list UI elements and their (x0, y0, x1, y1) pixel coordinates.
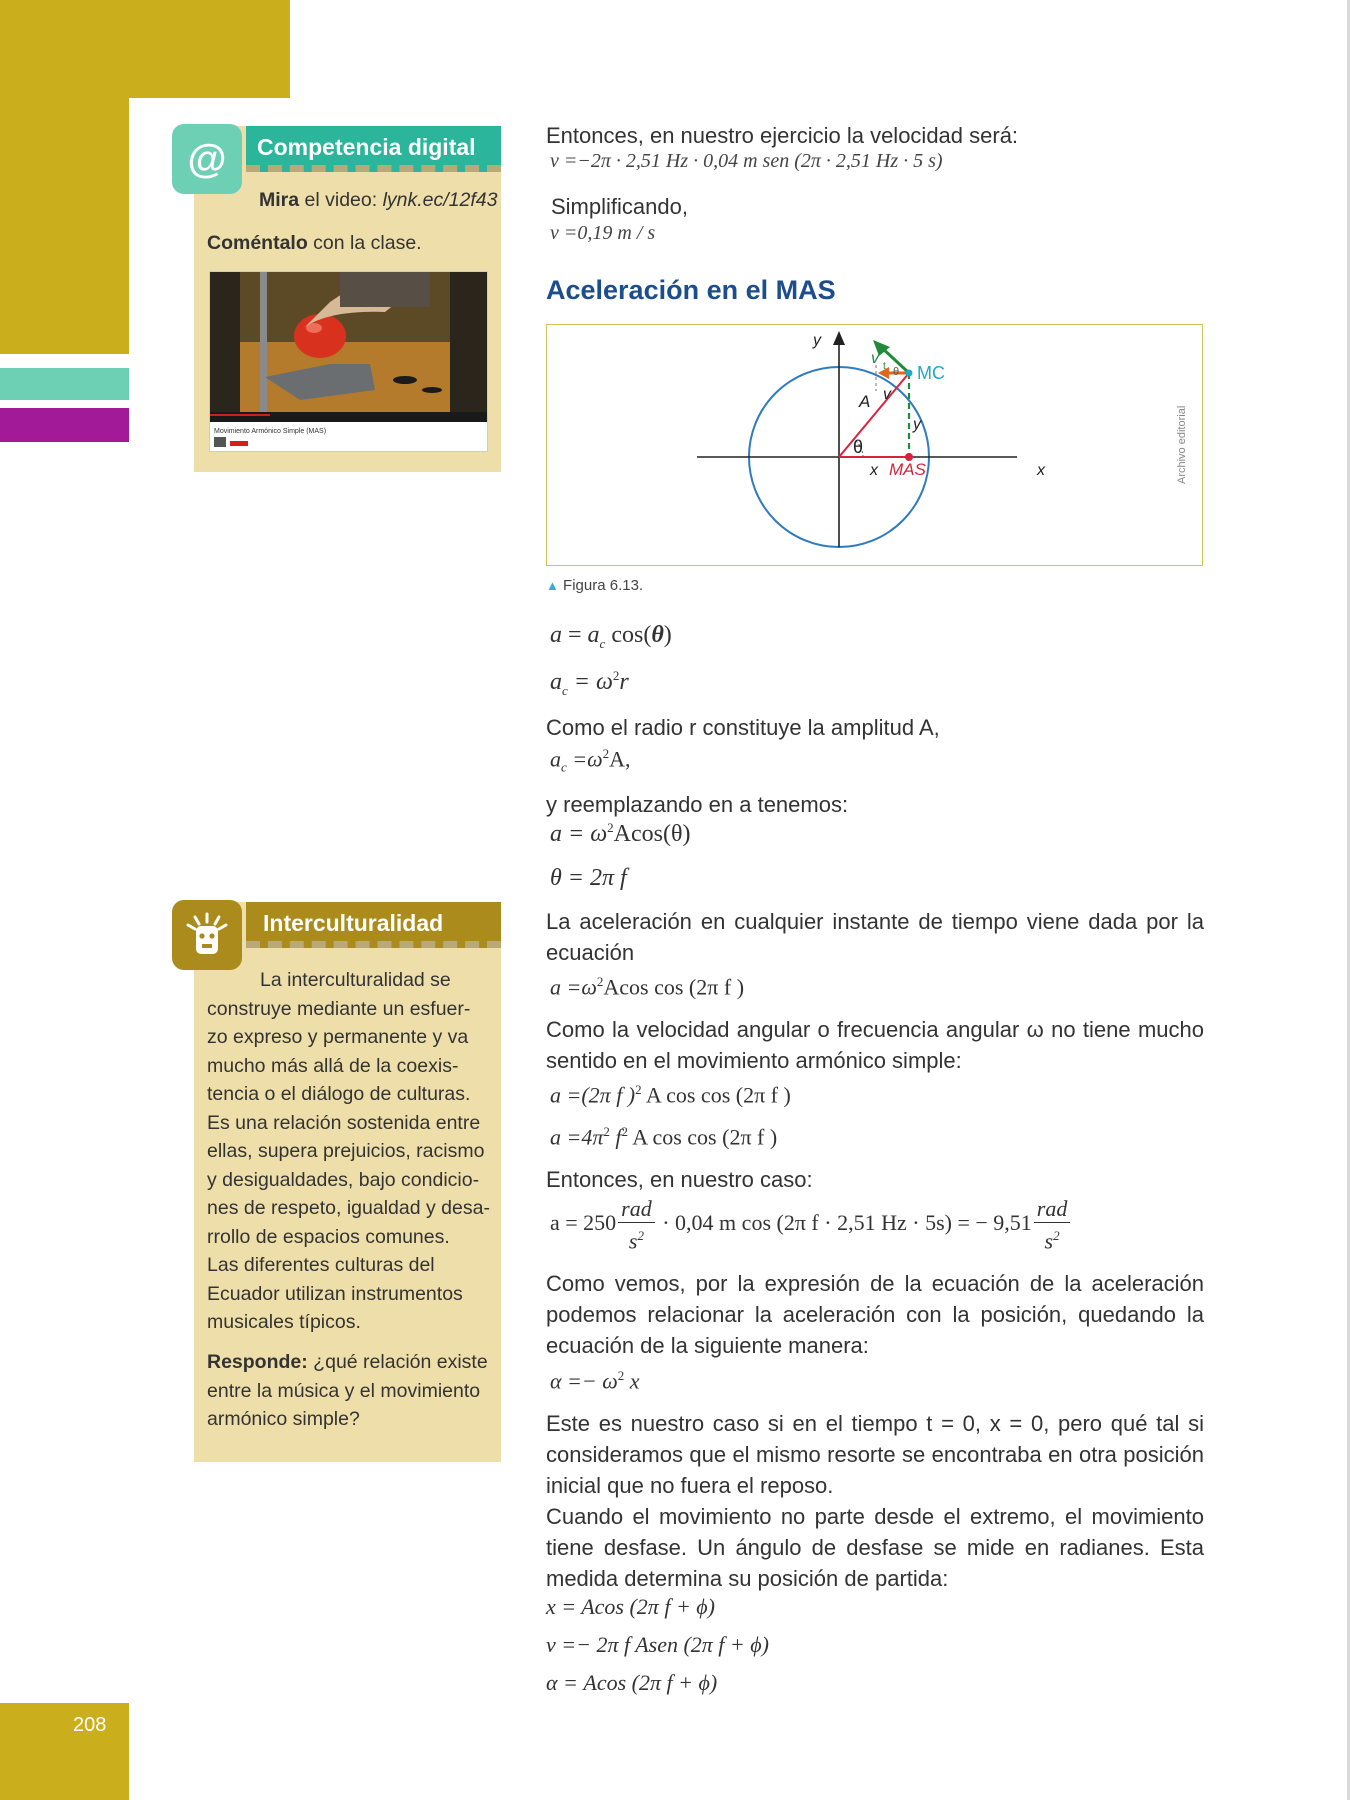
decorative-stripe-teal (0, 368, 129, 400)
digital-competence-header (246, 126, 501, 172)
velocity-formula: v =−2π · 2,51 Hz · 0,04 m sen (2π · 2,51 Hz · 5 s) (550, 150, 943, 172)
figure-credit: Archivo editorial (1176, 405, 1188, 484)
equation-ac-omega-r: $a_c = \omega^2r$ (550, 668, 629, 698)
angular-velocity-text: Como la velocidad angular o frecuencia angular ω no tiene mucho sentido en el movimiento armónico simple: (546, 1017, 1204, 1073)
replacing-text: y reemplazando en a tenemos: (546, 792, 849, 817)
svg-text:MC: MC (917, 363, 945, 383)
equation-alpha-phase: α = Acos (2π f + ϕ) (546, 1670, 718, 1695)
decorative-bar-bottom (0, 1703, 129, 1800)
svg-text:A: A (859, 392, 871, 411)
intro-text: Entonces, en nuestro ejercicio la velocidad será: (546, 123, 1019, 148)
interculturality-header (246, 902, 501, 948)
equation-v-phase: v =− 2π f Asen (2π f + ϕ) (546, 1632, 769, 1657)
digital-competence-box (187, 126, 501, 472)
page-number: 208 (73, 1714, 107, 1736)
svg-text:y: y (813, 332, 821, 349)
video-link[interactable]: lynk.ec/12f43 (382, 189, 498, 211)
equation-alpha-x: $\alpha =- \omega^2$ x (550, 1368, 640, 1394)
equation-a-numeric: a = 250 $\frac{\text{rad}}{s^2}$ · 0,04 m cos (2π f · 2,51 Hz · 5s) = − 9,51 $\frac{\text{rad}}{s^2}$ (550, 1196, 1072, 1254)
svg-text:v: v (871, 350, 879, 367)
equation-theta: θ = 2π f (550, 865, 627, 891)
svg-text:θ: θ (853, 437, 864, 457)
interculturality-question: Responde: ¿qué relación existe entre la música y el movimiento armónico simple? (207, 1351, 488, 1430)
svg-text:y: y (913, 416, 921, 433)
triangle-icon: ▲ (546, 578, 559, 593)
case-text: Este es nuestro caso si en el tiempo t = 0, x = 0, pero qué tal si consideramos que el mismo resorte se encontraba en otra posición inicial que no fuera el reposo. (546, 1411, 1204, 1498)
digital-competence-title: Competencia digital (257, 134, 476, 160)
svg-text:x: x (870, 462, 878, 479)
relation-text: Como vemos, por la expresión de la ecuación de la aceleración podemos relacionar la aceleración con la posición, quedando la ecuación de la siguiente manera: (546, 1271, 1204, 1358)
thumbnail-caption: Movimiento Armónico Simple (MAS) (214, 428, 327, 435)
decorative-bar-left (0, 98, 129, 354)
decorative-stripe-magenta (0, 408, 129, 442)
figure-mas-diagram (546, 324, 1203, 566)
decorative-bar-top (0, 0, 290, 98)
equation-a-4pi2: $a =4\pi^2$ $f^2$ A cos cos (2π f ) (550, 1124, 778, 1150)
svg-text:θ: θ (893, 366, 900, 378)
phase-text: Cuando el movimiento no parte desde el extremo, el movimiento tiene desfase. Un ángulo de desfase se mide en radianes. Esta medida determina su posición de partida: (546, 1504, 1204, 1591)
section-title: Aceleración en el MAS (546, 275, 836, 305)
equation-x-phase: x = Acos (2π f + ϕ) (546, 1594, 715, 1619)
svg-text:MAS: MAS (889, 460, 926, 479)
svg-text:t: t (883, 361, 886, 372)
equation-a-cos: $a = a_c$ cos(θ) (550, 622, 672, 651)
equation-a-2pif: a =(2π f )$^2$ A cos cos (2π f ) (550, 1082, 791, 1108)
comment-line: Coméntalo con la clase. (207, 232, 422, 254)
video-line: Mira el video: lynk.ec/12f43 (259, 189, 498, 211)
equation-a-omega-acos: $a = \omega^2Acos(\theta)$ (550, 820, 691, 847)
mask-icon (172, 900, 242, 970)
svg-text:v: v (883, 386, 891, 403)
radius-text: Como el radio r constituye la amplitud A, (546, 715, 940, 740)
equation-a-acos-cos: $a =\omega^2Acos$ cos (2π f ) (550, 974, 745, 1000)
interculturality-text: La interculturalidad se construye mediante un esfuer- zo expreso y permanente y va mucho más allá de la coexis- tencia o el diálogo de culturas. Es una relación sostenida entre ellas, supera prejuicios, racismo y desigualdades, bajo condicio- nes de respeto, igualdad y desa- rrollo de espacios comunes. Las diferentes culturas del Ecuador utilizan instrumentos musicales típicos. (207, 969, 490, 1333)
interculturality-title: Interculturalidad (263, 910, 444, 936)
video-thumbnail[interactable] (209, 271, 488, 452)
our-case-text: Entonces, en nuestro caso: (546, 1167, 813, 1192)
at-icon: @ (172, 124, 242, 194)
video-frame (210, 272, 487, 451)
velocity-result: v =0,19 m / s (550, 222, 656, 244)
acceleration-text: La aceleración en cualquier instante de tiempo viene dada por la ecuación (546, 909, 1204, 965)
svg-text:x: x (1037, 462, 1045, 479)
simplifying-text: Simplificando, (551, 194, 688, 219)
figure-caption: ▲ Figura 6.13. (546, 577, 644, 594)
interculturality-box (194, 902, 501, 1462)
equation-ac-omega-a: $a_c =\omega^2A$, (550, 746, 631, 775)
mas-circle-diagram (547, 325, 1202, 565)
